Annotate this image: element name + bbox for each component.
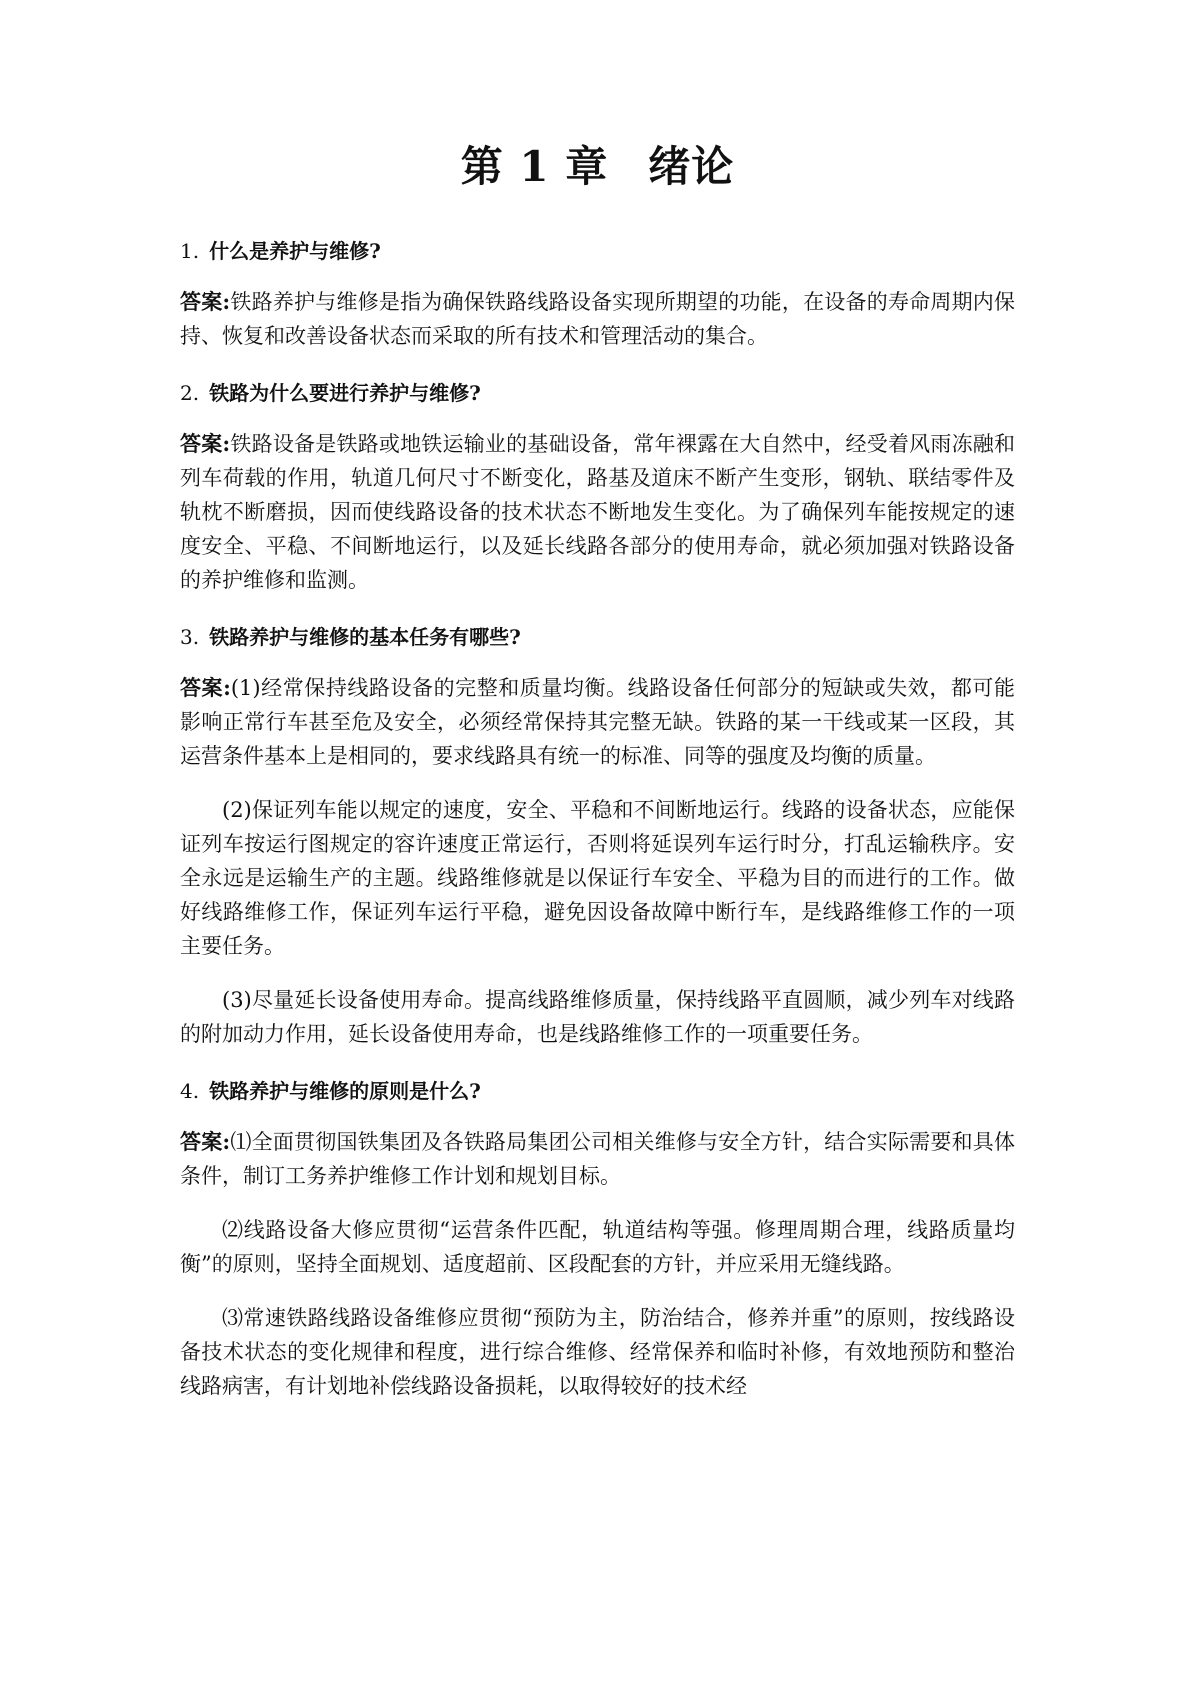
question-text: 铁路养护与维修的原则是什么? bbox=[209, 1079, 481, 1103]
chapter-number: 第 1 章 bbox=[460, 142, 609, 191]
question-text: 什么是养护与维修? bbox=[209, 239, 381, 263]
chapter-name: 绪论 bbox=[648, 142, 735, 191]
answer-3-paragraph: (3)尽量延长设备使用寿命。提高线路维修质量，保持线路平直圆顺，减少列车对线路的附加动力作用，延长设备使用寿命，也是线路维修工作的一项重要任务。 bbox=[180, 988, 1015, 1046]
question-1 bbox=[180, 231, 1015, 271]
question-number: 2. bbox=[180, 381, 200, 405]
question-4 bbox=[180, 1071, 1015, 1111]
question-2 bbox=[180, 373, 1015, 413]
question-number: 1. bbox=[180, 239, 200, 263]
document-page bbox=[180, 135, 1015, 1423]
answer-4-paragraph: ⑶常速铁路线路设备维修应贯彻“预防为主，防治结合，修养并重”的原则，按线路设备技术状态的变化规律和程度，进行综合维修、经常保养和临时补修，有效地预防和整治线路病害，有计划地补偿线路设备损耗，以取得较好的技术经 bbox=[180, 1306, 1015, 1398]
answer-text: (1)经常保持线路设备的完整和质量均衡。线路设备任何部分的短缺或失效，都可能影响正常行车甚至危及安全，必须经常保持其完整无缺。铁路的某一干线或某一区段，其运营条件基本上是相同的，要求线路具有统一的标准、同等的强度及均衡的质量。 bbox=[180, 676, 1015, 768]
question-text: 铁路养护与维修的基本任务有哪些? bbox=[209, 625, 521, 649]
answer-2 bbox=[180, 427, 1015, 597]
answer-label: 答案: bbox=[180, 1129, 231, 1154]
answer-text: 铁路养护与维修是指为确保铁路线路设备实现所期望的功能，在设备的寿命周期内保持、恢复和改善设备状态而采取的所有技术和管理活动的集合。 bbox=[180, 290, 1015, 348]
question-number: 3. bbox=[180, 625, 200, 649]
answer-label: 答案: bbox=[180, 289, 231, 314]
answer-text: 铁路设备是铁路或地铁运输业的基础设备，常年裸露在大自然中，经受着风雨冻融和列车荷载的作用，轨道几何尺寸不断变化，路基及道床不断产生变形，钢轨、联结零件及轨枕不断磨损，因而使线路设备的技术状态不断地发生变化。为了确保列车能按规定的速度安全、平稳、不间断地运行，以及延长线路各部分的使用寿命，就必须加强对铁路设备的养护维修和监测。 bbox=[180, 432, 1015, 592]
answer-text: ⑴全面贯彻国铁集团及各铁路局集团公司相关维修与安全方针，结合实际需要和具体条件，制订工务养护维修工作计划和规划目标。 bbox=[180, 1130, 1015, 1188]
answer-1 bbox=[180, 285, 1015, 353]
answer-label: 答案: bbox=[180, 675, 231, 700]
chapter-title bbox=[180, 135, 1015, 199]
answer-4 bbox=[180, 1125, 1015, 1193]
answer-4-paragraph: ⑵线路设备大修应贯彻“运营条件匹配，轨道结构等强。修理周期合理，线路质量均衡”的原则，坚持全面规划、适度超前、区段配套的方针，并应采用无缝线路。 bbox=[180, 1218, 1015, 1276]
question-text: 铁路为什么要进行养护与维修? bbox=[209, 381, 481, 405]
answer-3-paragraph: (2)保证列车能以规定的速度，安全、平稳和不间断地运行。线路的设备状态，应能保证列车按运行图规定的容许速度正常运行，否则将延误列车运行时分，打乱运输秩序。安全永远是运输生产的主题。线路维修就是以保证行车安全、平稳为目的而进行的工作。做好线路维修工作，保证列车运行平稳，避免因设备故障中断行车，是线路维修工作的一项主要任务。 bbox=[180, 798, 1015, 958]
answer-3 bbox=[180, 671, 1015, 773]
question-number: 4. bbox=[180, 1079, 200, 1103]
question-3 bbox=[180, 617, 1015, 657]
answer-label: 答案: bbox=[180, 431, 231, 456]
